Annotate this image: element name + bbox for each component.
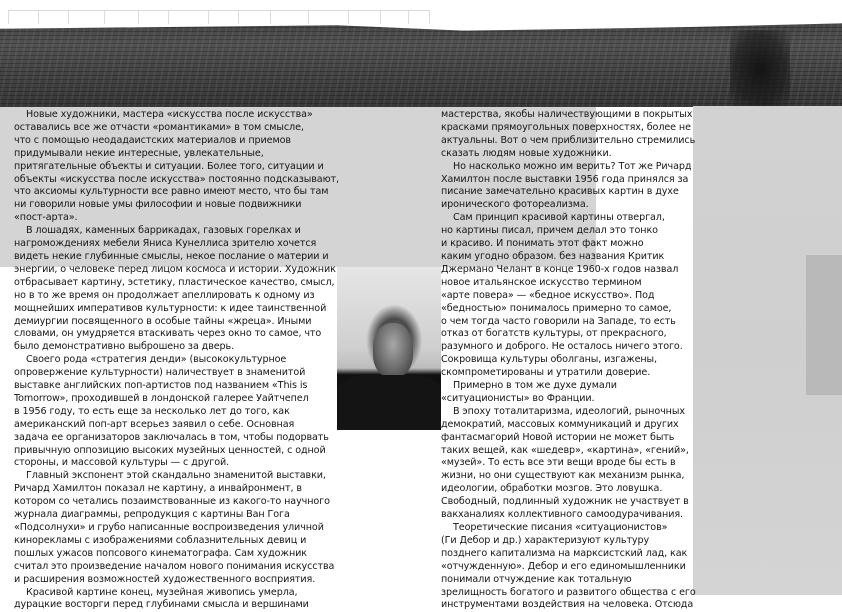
text-line: (Ги Дебор и др.) характеризуют культуру <box>441 534 650 546</box>
text-line: Джермано Челант в конце 1960-х годов назвал <box>441 263 679 275</box>
text-line: придумывали некие интересные, увлекательные, <box>14 147 264 159</box>
text-line: и расширения возможностей художественного восприятия. <box>14 573 316 585</box>
text-line: «Подсолнухи» и грубо написанные воспроизведения уличной <box>14 522 324 533</box>
text-line: в 1956 году, то есть еще за несколько лет до того, как <box>14 405 290 417</box>
text-line: разумного и доброго. Не осталось ничего этого. <box>441 341 683 353</box>
text-line: но картины писал, причем делал это тонко <box>441 225 658 237</box>
paragraph <box>441 212 695 380</box>
text-line: стороны, и массовой культуры — с другой. <box>14 457 230 469</box>
text-line: привычную оппозицию высоких музейных ценностей, с одной <box>14 444 326 456</box>
text-line: задача ее организаторов заключалась в том, чтобы подорвать <box>14 431 329 443</box>
text-line: «музей». То есть все эти вещи вроде бы есть в <box>441 457 676 469</box>
text-line: считал это произведение началом нового понимания искусства <box>14 560 335 572</box>
text-line: но в то же время он продолжает апеллировать к одному из <box>14 289 315 301</box>
paragraph <box>441 380 695 406</box>
portrait-face <box>373 323 413 377</box>
text-line: что с помощью неодадаистских материалов и приемов <box>14 134 291 146</box>
text-line: о чем тогда часто говорили на Западе, то есть <box>441 315 676 327</box>
text-line: словами, он умудряется втаскивать через окно то самое, что <box>14 328 322 340</box>
text-line: Главный экспонент этой скандально знаменитой выставки, <box>26 470 326 482</box>
text-line: таких вещей, как «шедевр», «картина», «гений», <box>441 444 689 456</box>
text-line: актуальны. Вот о чем приблизительно стремились <box>441 134 696 146</box>
text-line: кинорекламы с изображениями соблазнительных девиц и <box>14 534 307 546</box>
paragraph <box>441 522 695 612</box>
text-line: Но насколько можно им верить? Тот же Ричард <box>453 160 692 172</box>
paragraph <box>14 225 336 354</box>
text-line: мастерства, якобы наличествующими в покрытых <box>441 109 693 120</box>
paragraph <box>441 109 695 161</box>
text-line: мощнейших императивов культурности: к идее таинственной <box>14 302 327 314</box>
text-line: было демонстративно выброшено за дверь. <box>14 341 235 353</box>
text-line: писание замечательно красивых картин в духе <box>441 186 679 198</box>
text-line: каким угодно образом. без названия Критик <box>441 250 665 262</box>
text-line: «бедностью» понималось примерно то самое, <box>441 302 672 314</box>
text-line: притягательные объекты и ситуации. Более того, ситуации и <box>14 160 324 172</box>
paragraph <box>14 109 339 225</box>
paragraph <box>441 406 695 522</box>
text-line: инструментами воздействия на человека. Отсюда <box>441 599 694 611</box>
text-line: Новые художники, мастера «искусства после искусства» <box>26 109 313 120</box>
paragraph <box>14 354 336 470</box>
side-texture-rect <box>806 255 842 395</box>
text-line: Ричард Хамилтон показал не картину, а инвайронмент, в <box>14 483 302 495</box>
text-line: фантасмагорий Новой истории не может быть <box>441 431 675 443</box>
portrait-photo <box>337 267 441 430</box>
text-line: пошлых ужасов попсового кинематографа. Сам художник <box>14 547 307 559</box>
text-line: Примерно в том же духе думали <box>453 380 617 392</box>
text-line: опровержение культурности) наличествует в знаменитой <box>14 367 306 379</box>
text-line: журнала диаграммы, репродукция с картины Ван Гога <box>14 509 290 521</box>
text-line: отказ от богатств культуры, от прекрасного, <box>441 328 667 340</box>
text-line: выставке английских поп-артистов под названием «This is <box>14 380 308 392</box>
text-line: американский поп-арт всерьез заявил о себе. Основная <box>14 418 295 430</box>
right-text-column <box>441 109 695 612</box>
portrait-body <box>337 375 441 430</box>
text-line: и красиво. И понимать этот факт можно <box>441 238 644 250</box>
text-line: Сам принцип красивой картины отвергал, <box>453 212 665 224</box>
text-line: дурацкие восторги перед глубинами смысла и вершинами <box>14 599 309 611</box>
text-line: скомпрометированы и утратили доверие. <box>441 367 651 379</box>
text-line: сказать людям новые художники. <box>441 147 612 159</box>
text-line: новое итальянское искусство термином <box>441 276 642 288</box>
text-line: зрелищность богатого и развитого общества с его <box>441 586 696 598</box>
paragraph <box>14 587 336 612</box>
text-line: Красивой картине конец, музейная живопись умерла, <box>26 586 298 598</box>
text-line: идеологии, обработки мозгов. Это ловушка. <box>441 483 663 495</box>
text-line: «отчужденную». Дебор и его единомышленники <box>441 560 686 572</box>
text-line: Своего рода «стратегия денди» (высококультурное <box>26 354 287 366</box>
text-line: видеть некие глубинные смыслы, некое послание о материи и <box>14 250 329 262</box>
text-line: «ситуационисты» во Франции. <box>441 392 595 404</box>
text-line: В эпоху тоталитаризма, идеологий, рыночных <box>453 405 685 417</box>
text-line: Tomorrow», проходившей в лондонской галерее Уайтчепел <box>14 392 309 404</box>
text-line: Свободный, подлинный художник не участвует в <box>441 496 689 508</box>
text-line: иронического фотореализма. <box>441 199 589 211</box>
text-line: понимали отчуждение как тотальную <box>441 573 632 585</box>
paragraph <box>441 161 695 213</box>
text-line: В лошадях, каменных баррикадах, газовых горелках и <box>26 225 301 237</box>
text-line: энергии, о человеке перед лицом космоса и истории. Художник <box>14 263 336 275</box>
text-line: красками прямоугольных поверхностях, более не <box>441 121 691 133</box>
text-line: Теоретические писания «ситуационистов» <box>453 522 668 533</box>
text-line: позднего капитализма на марксистский лад, как <box>441 547 688 559</box>
text-line: нагромождениях мебели Яниса Кунеллиса зрителю хочется <box>14 238 317 250</box>
text-line: жизни, но они существуют как механизм рынка, <box>441 470 685 482</box>
header-texture-band <box>0 18 842 108</box>
text-line: «арте повера» — «бедное искусство». Под <box>441 289 655 301</box>
text-line: Сокровища культуры оболганы, изгажены, <box>441 354 657 366</box>
text-line: оставались все же отчасти «романтиками» в том смысле, <box>14 121 304 133</box>
text-line: ни говорили новые умы философии и новые подвижники <box>14 199 302 211</box>
ruled-lines <box>8 10 430 25</box>
text-line: что аксиомы культурности все равно имеют место, что бы там <box>14 186 329 198</box>
text-line: демиургии посвященного в особые тайны «жреца». Иными <box>14 315 312 327</box>
text-line: Хамилтон после выставки 1956 года принялся за <box>441 173 689 185</box>
text-line: вакханалиях коллективного самоодурачивания. <box>441 509 683 521</box>
text-line: «пост-арта». <box>14 212 78 224</box>
left-text-column <box>14 109 339 612</box>
text-line: объекты «искусства после искусства» постоянно подсказывают, <box>14 173 339 185</box>
text-line: демократий, массовых коммуникаций и других <box>441 418 679 430</box>
paragraph <box>14 470 336 586</box>
header-dark-smudge <box>730 30 790 108</box>
text-line: котором со четались позаимствованные из какого-то научного <box>14 496 330 508</box>
text-line: отбрасывает картину, эстетику, пластическое качество, смысл, <box>14 276 335 288</box>
